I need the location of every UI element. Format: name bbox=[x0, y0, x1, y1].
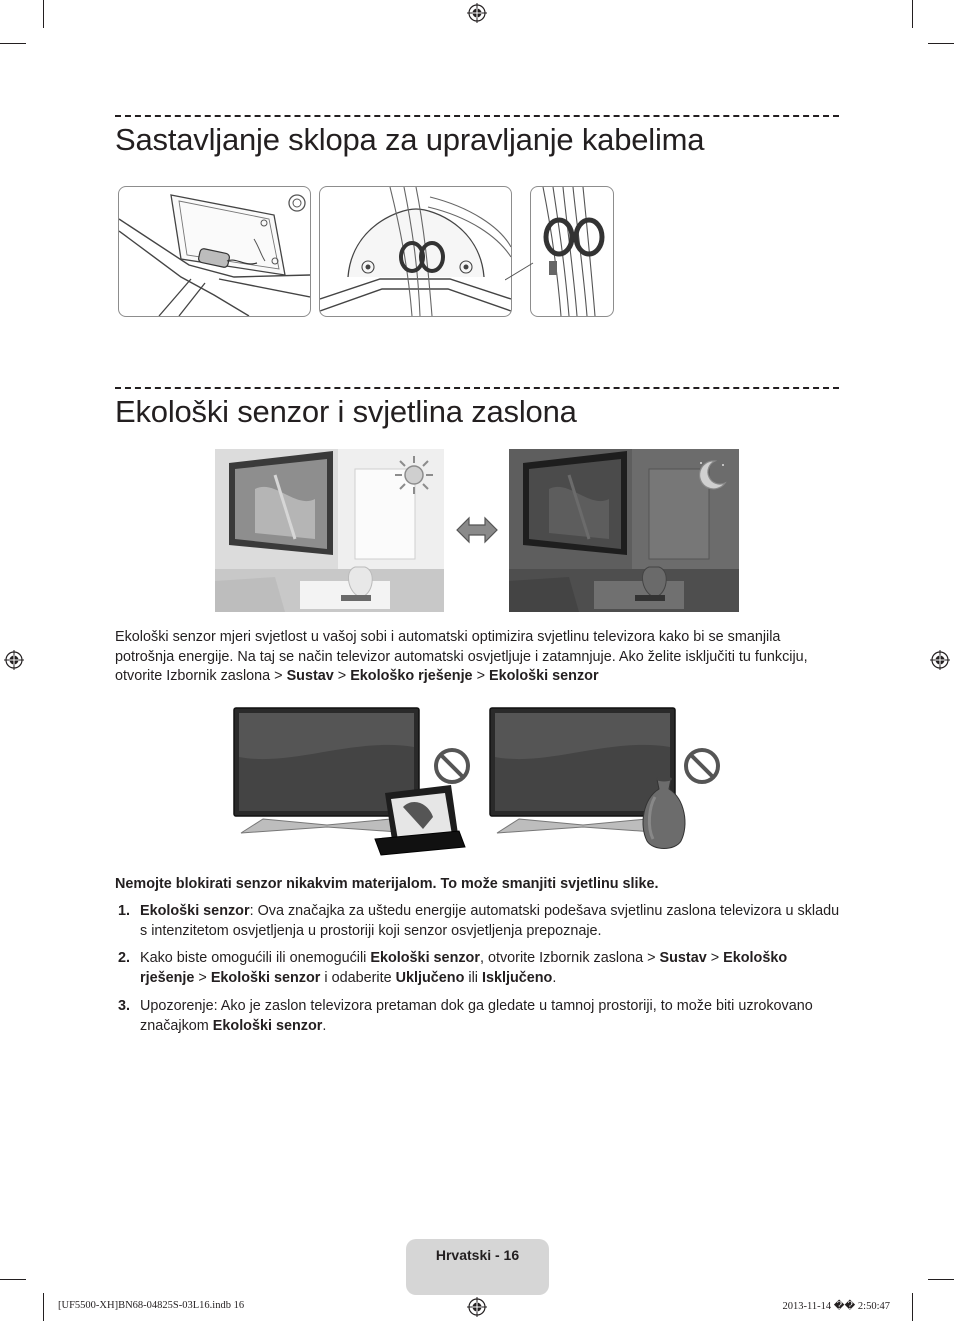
cable-assembly-illustration-2 bbox=[319, 186, 512, 317]
menu-path-eko-senzor: Ekološki senzor bbox=[488, 668, 599, 684]
registration-mark-icon bbox=[4, 650, 24, 670]
menu-path-eko-rjesenje: Ekološko rješenje bbox=[140, 950, 788, 986]
text-fragment: Kako biste omogućili ili onemogućili bbox=[140, 950, 371, 966]
text-fragment: , otvorite Izbornik zaslona > bbox=[479, 950, 660, 966]
text-fragment: > bbox=[194, 969, 211, 986]
intro-text: Ekološki senzor mjeri svjetlost u vašoj sobi i automatski optimizira svjetlinu televizora kako bi se smanjila potrošnja energije. Na taj se način televizor automatski osvjetljuje i zatamnjuje. Ako želite isključiti tu funkciju, otvorite Izbornik zaslona > bbox=[115, 629, 808, 684]
crop-mark bbox=[43, 1293, 44, 1321]
prohibited-icon bbox=[682, 746, 722, 786]
sun-icon bbox=[393, 454, 435, 496]
text-fragment: . bbox=[552, 969, 557, 986]
item-description: : Ova značajka za uštedu energije automatski podešava svjetlinu zaslona televizora u skladu s intenzitetom osvjetljenja u prostoriji koji senzor osvjetljenja prepoznaje. bbox=[140, 903, 840, 939]
crop-mark bbox=[928, 43, 954, 44]
double-arrow-icon bbox=[455, 516, 499, 544]
text-fragment: . bbox=[322, 1017, 327, 1034]
list-item-number: 3. bbox=[118, 998, 131, 1014]
zoom-connector-line bbox=[505, 255, 535, 285]
list-item-number: 1. bbox=[118, 903, 131, 919]
registration-mark-icon bbox=[467, 1297, 487, 1317]
file-slug: [UF5500-XH]BN68-04825S-03L16.indb 16 bbox=[58, 1300, 245, 1311]
page-number: Hrvatski - 16 bbox=[435, 1247, 520, 1263]
menu-path-sustav: Sustav bbox=[659, 950, 707, 966]
option-iskljuceno: Isključeno bbox=[481, 969, 553, 986]
section-title-eco-sensor: Ekološki senzor i svjetlina zaslona bbox=[115, 394, 577, 429]
menu-path-separator: > bbox=[472, 668, 489, 684]
moon-icon bbox=[693, 457, 729, 493]
menu-path-eko-senzor: Ekološki senzor bbox=[210, 969, 321, 986]
term-eko-senzor: Ekološki senzor bbox=[212, 1017, 323, 1034]
text-fragment: > bbox=[706, 950, 724, 966]
tv-blocked-by-vase-illustration bbox=[489, 707, 689, 857]
crop-mark bbox=[912, 1293, 913, 1321]
cable-assembly-illustration-3 bbox=[530, 186, 614, 317]
option-ukljuceno: Uključeno bbox=[395, 969, 465, 986]
crop-mark bbox=[0, 1279, 26, 1280]
menu-path-sustav: Sustav bbox=[286, 668, 334, 684]
list-item-text bbox=[140, 902, 840, 941]
text-fragment: i odaberite bbox=[320, 969, 396, 986]
item-description: Upozorenje: Ako je zaslon televizora pretaman dok ga gledate u tamnoj prostoriji, to može biti uzrokovano značajkom bbox=[140, 998, 813, 1034]
crop-mark bbox=[43, 0, 44, 28]
list-item-text bbox=[140, 949, 840, 988]
term-eko-senzor: Ekološki senzor bbox=[370, 950, 480, 966]
registration-mark-icon bbox=[930, 650, 950, 670]
crop-mark bbox=[928, 1279, 954, 1280]
bright-room-illustration bbox=[215, 449, 444, 612]
cable-assembly-illustration-1 bbox=[118, 186, 311, 317]
eco-sensor-intro bbox=[115, 628, 840, 687]
crop-mark bbox=[0, 43, 26, 44]
section-divider bbox=[115, 387, 839, 389]
term-eko-senzor: Ekološki senzor bbox=[140, 903, 250, 919]
menu-path-separator: > bbox=[333, 668, 351, 684]
section-title-cable-management: Sastavljanje sklopa za upravljanje kabelima bbox=[115, 122, 705, 157]
list-item-number: 2. bbox=[118, 950, 131, 966]
text-fragment: ili bbox=[464, 969, 482, 986]
registration-mark-icon bbox=[467, 3, 487, 23]
list-item-text bbox=[140, 997, 840, 1036]
date-slug: 2013-11-14 �� 2:50:47 bbox=[782, 1301, 890, 1312]
section-divider bbox=[115, 115, 839, 117]
crop-mark bbox=[912, 0, 913, 28]
dark-room-illustration bbox=[509, 449, 739, 612]
sensor-warning: Nemojte blokirati senzor nikakvim materijalom. To može smanjiti svjetlinu slike. bbox=[115, 876, 659, 892]
prohibited-icon bbox=[432, 746, 472, 786]
menu-path-eko-rjesenje: Ekološko rješenje bbox=[350, 668, 473, 684]
